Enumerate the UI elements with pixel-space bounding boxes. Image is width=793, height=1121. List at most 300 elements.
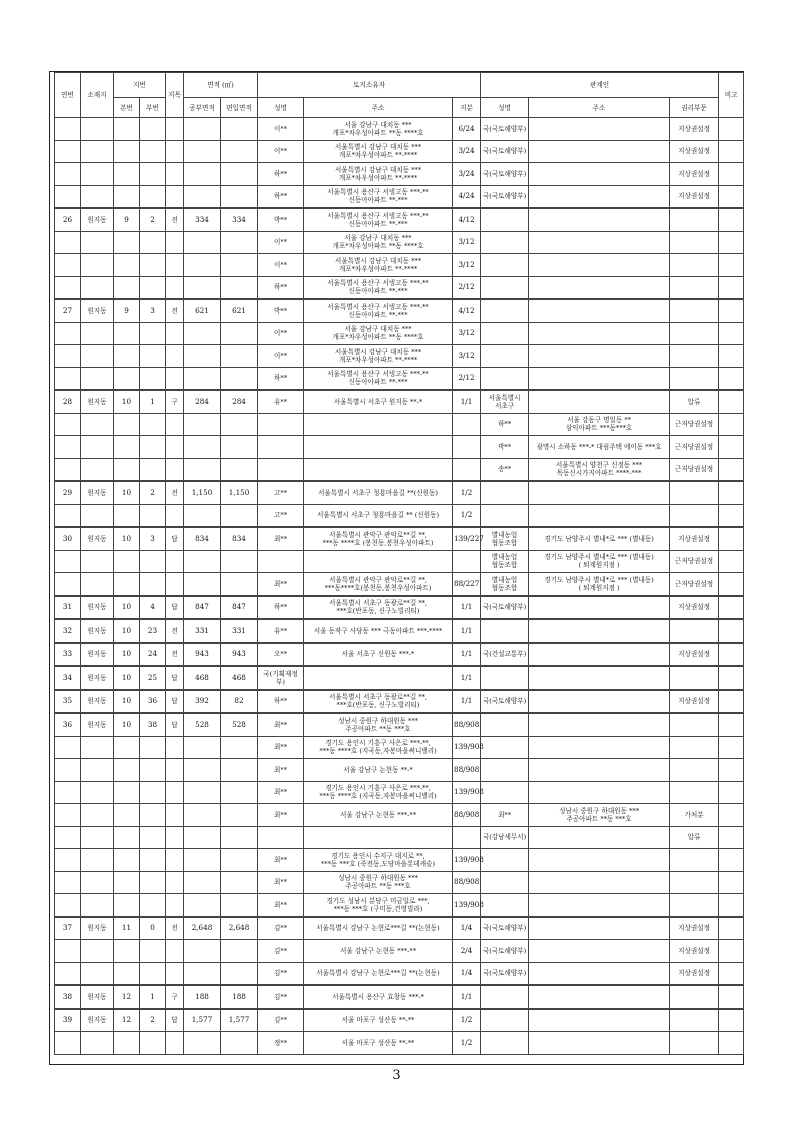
cell-location (81, 573, 114, 596)
cell-lot-sub: 25 (140, 666, 166, 690)
cell-area-public: 2,648 (184, 917, 221, 940)
cell-area-included (221, 140, 258, 163)
cell-no (55, 413, 81, 436)
table-row (55, 436, 744, 459)
table-row (55, 666, 744, 690)
cell-rel-address: 경기도 남양주시 별내*로 *** (별내동) (529, 527, 670, 550)
cell-owner-share: 1/1 (453, 690, 481, 714)
cell-owner-address: 서울특별시 용산구 서빙고동 ***-** 신동아아파트 **-*** (304, 208, 453, 231)
cell-lot-sub (140, 458, 166, 481)
cell-owner-address: 서울 강남구 논현동 ***-** (304, 940, 453, 963)
cell-note (719, 481, 744, 504)
cell-rel-address: 서울특별시 양천구 신정동 *** 목동신시가지아파트 ****-*** (529, 458, 670, 481)
cell-rel-right (670, 666, 719, 690)
cell-area-included (221, 367, 258, 390)
cell-rel-name (481, 504, 529, 527)
cell-note (719, 826, 744, 849)
cell-category (166, 367, 184, 390)
cell-category (166, 940, 184, 963)
cell-note (719, 573, 744, 596)
header-no: 연번 (55, 73, 81, 118)
cell-lot-sub: 2 (140, 481, 166, 504)
cell-owner-name: 김** (258, 962, 304, 985)
cell-location (81, 759, 114, 782)
cell-lot-sub: 38 (140, 713, 166, 736)
header-rel-name: 성명 (481, 98, 529, 118)
table-row (55, 917, 744, 940)
land-owner-table (54, 72, 744, 1055)
cell-lot-main (114, 504, 140, 527)
cell-area-included (221, 163, 258, 186)
cell-owner-name: 유** (258, 390, 304, 413)
cell-lot-sub (140, 254, 166, 277)
cell-owner-name: 김** (258, 985, 304, 1009)
cell-area-included (221, 871, 258, 894)
cell-area-included (221, 573, 258, 596)
cell-rel-address (529, 367, 670, 390)
cell-lot-sub (140, 871, 166, 894)
header-lot-sub: 부번 (140, 98, 166, 118)
cell-category (166, 163, 184, 186)
cell-lot-main (114, 962, 140, 985)
cell-location (81, 894, 114, 917)
cell-area-included: 943 (221, 643, 258, 667)
cell-area-public (184, 276, 221, 299)
cell-location: 원지동 (81, 1009, 114, 1032)
cell-owner-address: 서울특별시 강남구 대치동 *** 개포*차우성아파트 **-**** (304, 254, 453, 277)
cell-rel-right (670, 276, 719, 299)
cell-category (166, 804, 184, 827)
cell-lot-main (114, 367, 140, 390)
cell-lot-main: 11 (114, 917, 140, 940)
document-frame (49, 71, 744, 1065)
cell-area-public (184, 185, 221, 208)
cell-lot-main (114, 118, 140, 141)
cell-owner-address: 서울특별시 서초구 원지동 **-* (304, 390, 453, 413)
cell-owner-share: 1/2 (453, 504, 481, 527)
cell-category: 전 (166, 917, 184, 940)
cell-area-public: 284 (184, 390, 221, 413)
table-body (55, 118, 744, 1055)
cell-category (166, 504, 184, 527)
table-row (55, 596, 744, 620)
cell-owner-name: 유** (258, 619, 304, 643)
cell-owner-name: 하** (258, 367, 304, 390)
cell-location (81, 140, 114, 163)
cell-rel-right: 지상권설정 (670, 690, 719, 714)
cell-area-public (184, 458, 221, 481)
header-owner-share: 지분 (453, 98, 481, 118)
cell-lot-sub (140, 759, 166, 782)
cell-category (166, 231, 184, 254)
cell-rel-right: 가처분 (670, 804, 719, 827)
cell-note (719, 781, 744, 804)
cell-location (81, 781, 114, 804)
cell-owner-share: 139/227 (453, 527, 481, 550)
cell-lot-main (114, 458, 140, 481)
table-row (55, 118, 744, 141)
cell-note (719, 985, 744, 1009)
table-row (55, 504, 744, 527)
cell-area-included (221, 185, 258, 208)
cell-rel-address (529, 962, 670, 985)
cell-lot-main: 10 (114, 690, 140, 714)
cell-area-included (221, 550, 258, 573)
cell-rel-right (670, 208, 719, 231)
cell-area-public: 468 (184, 666, 221, 690)
cell-owner-address (304, 826, 453, 849)
cell-rel-right (670, 231, 719, 254)
cell-area-included: 621 (221, 299, 258, 322)
cell-rel-right: 지상권설정 (670, 962, 719, 985)
cell-note (719, 413, 744, 436)
cell-owner-address: 서울특별시 강남구 논현로***길 **(논현동) (304, 917, 453, 940)
cell-category: 답 (166, 666, 184, 690)
cell-owner-address: 서울특별시 강남구 논현로***길 **(논현동) (304, 962, 453, 985)
cell-category (166, 458, 184, 481)
cell-location: 원지동 (81, 713, 114, 736)
cell-rel-right (670, 781, 719, 804)
cell-lot-main (114, 573, 140, 596)
cell-owner-address: 경기도 성남시 분당구 미금일로 ***, ***동 ***호 (구미동,건영빌라) (304, 894, 453, 917)
cell-location (81, 550, 114, 573)
cell-owner-address (304, 550, 453, 573)
cell-owner-address: 서울특별시 용산구 서빙고동 ***-** 신동아아파트 **-*** (304, 367, 453, 390)
cell-rel-address (529, 713, 670, 736)
cell-note (719, 527, 744, 550)
cell-owner-share: 1/1 (453, 643, 481, 667)
table-row (55, 759, 744, 782)
cell-area-included (221, 1032, 258, 1055)
cell-area-included: 1,150 (221, 481, 258, 504)
cell-rel-name (481, 1032, 529, 1055)
cell-note (719, 849, 744, 872)
cell-category (166, 1032, 184, 1055)
cell-rel-name: 별내농업 협동조합 (481, 527, 529, 550)
cell-owner-share: 3/12 (453, 231, 481, 254)
cell-location (81, 436, 114, 459)
cell-rel-address (529, 118, 670, 141)
cell-lot-main (114, 185, 140, 208)
cell-lot-sub: 2 (140, 208, 166, 231)
cell-rel-right (670, 985, 719, 1009)
cell-owner-share: 88/908 (453, 804, 481, 827)
cell-lot-main (114, 550, 140, 573)
cell-rel-right (670, 736, 719, 759)
cell-area-public (184, 826, 221, 849)
cell-area-public (184, 367, 221, 390)
header-note: 비고 (719, 73, 744, 118)
cell-category (166, 849, 184, 872)
cell-lot-main (114, 231, 140, 254)
cell-lot-sub (140, 550, 166, 573)
cell-owner-address (304, 413, 453, 436)
cell-rel-right: 압류 (670, 826, 719, 849)
cell-note (719, 1009, 744, 1032)
cell-area-public (184, 962, 221, 985)
cell-rel-address (529, 871, 670, 894)
cell-rel-name: 박** (481, 436, 529, 459)
cell-area-included: 1,577 (221, 1009, 258, 1032)
cell-rel-right: 지상권설정 (670, 140, 719, 163)
cell-rel-right (670, 1032, 719, 1055)
cell-rel-name: 송** (481, 458, 529, 481)
table-row (55, 345, 744, 368)
cell-owner-name: 김** (258, 917, 304, 940)
cell-lot-sub: 4 (140, 596, 166, 620)
cell-owner-address: 서울 마포구 성산동 **-** (304, 1009, 453, 1032)
cell-note (719, 666, 744, 690)
cell-lot-main (114, 736, 140, 759)
cell-area-included (221, 436, 258, 459)
page-number: 3 (392, 1068, 401, 1083)
cell-note (719, 322, 744, 345)
cell-rel-right: 지상권설정 (670, 163, 719, 186)
cell-owner-address: 서울특별시 강남구 대치동 *** 개포*차우성아파트 **-**** (304, 163, 453, 186)
cell-owner-address: 성남시 중원구 하대원동 *** 주공아파트 **동 ***호 (304, 713, 453, 736)
cell-lot-sub (140, 163, 166, 186)
cell-rel-name (481, 299, 529, 322)
cell-rel-right: 근저당권설정 (670, 436, 719, 459)
cell-rel-name: 국(국토해양부) (481, 118, 529, 141)
cell-rel-right (670, 759, 719, 782)
cell-note (719, 345, 744, 368)
cell-lot-sub (140, 736, 166, 759)
cell-rel-address (529, 849, 670, 872)
cell-rel-right: 지상권설정 (670, 643, 719, 667)
cell-area-public (184, 573, 221, 596)
cell-no: 33 (55, 643, 81, 667)
cell-location (81, 118, 114, 141)
cell-no (55, 804, 81, 827)
cell-owner-share: 1/2 (453, 1032, 481, 1055)
cell-rel-address (529, 596, 670, 620)
cell-rel-address (529, 759, 670, 782)
cell-area-public (184, 871, 221, 894)
header-area-public: 공부면적 (184, 98, 221, 118)
cell-owner-address: 서울특별시 서초구 청룡마을길 **(신원동) (304, 481, 453, 504)
cell-area-public: 528 (184, 713, 221, 736)
cell-lot-main (114, 276, 140, 299)
cell-owner-address: 서울특별시 서초구 청룡마을길 ** (신원동) (304, 504, 453, 527)
cell-owner-share: 3/12 (453, 322, 481, 345)
cell-area-public (184, 118, 221, 141)
cell-rel-right (670, 322, 719, 345)
table-row (55, 849, 744, 872)
cell-rel-name: 별내농업 협동조합 (481, 573, 529, 596)
cell-category: 답 (166, 527, 184, 550)
cell-owner-address: 서울 강남구 대치동 *** 개포*차우성아파트 **동 ****호 (304, 231, 453, 254)
cell-owner-share: 139/908 (453, 894, 481, 917)
cell-lot-sub (140, 826, 166, 849)
cell-lot-main: 10 (114, 481, 140, 504)
cell-rel-name (481, 871, 529, 894)
cell-note (719, 436, 744, 459)
cell-lot-sub: 3 (140, 299, 166, 322)
cell-lot-main (114, 894, 140, 917)
cell-no (55, 759, 81, 782)
cell-rel-address (529, 917, 670, 940)
cell-note (719, 254, 744, 277)
cell-area-public (184, 759, 221, 782)
cell-category (166, 140, 184, 163)
table-row (55, 185, 744, 208)
cell-area-public (184, 849, 221, 872)
cell-no (55, 736, 81, 759)
cell-area-included (221, 322, 258, 345)
cell-no: 39 (55, 1009, 81, 1032)
table-row (55, 690, 744, 714)
cell-location: 원지동 (81, 985, 114, 1009)
cell-rel-name (481, 736, 529, 759)
cell-rel-name (481, 781, 529, 804)
cell-category: 전 (166, 299, 184, 322)
cell-category: 전 (166, 208, 184, 231)
cell-rel-right (670, 619, 719, 643)
cell-rel-right: 근저당권설정 (670, 413, 719, 436)
cell-no (55, 894, 81, 917)
cell-no (55, 504, 81, 527)
table-row (55, 550, 744, 573)
cell-no (55, 826, 81, 849)
cell-lot-sub (140, 504, 166, 527)
cell-rel-address: 서울 강동구 명일동 ** 삼익아파트 ***동***호 (529, 413, 670, 436)
table-row (55, 527, 744, 550)
cell-area-public: 834 (184, 527, 221, 550)
cell-rel-name (481, 849, 529, 872)
cell-rel-address: 광명시 소하동 ***-* 대림주택 에이동 ***호 (529, 436, 670, 459)
cell-location (81, 185, 114, 208)
cell-owner-name (258, 550, 304, 573)
cell-area-included (221, 345, 258, 368)
cell-area-public (184, 781, 221, 804)
table-row (55, 276, 744, 299)
table-row (55, 1009, 744, 1032)
cell-location (81, 871, 114, 894)
cell-area-included (221, 804, 258, 827)
cell-category (166, 962, 184, 985)
cell-location (81, 231, 114, 254)
cell-owner-share (453, 458, 481, 481)
table-row (55, 299, 744, 322)
cell-area-public: 392 (184, 690, 221, 714)
cell-owner-address: 성남시 중원구 하대원동 *** 주공아파트 **동 ***호 (304, 871, 453, 894)
cell-owner-address: 서울특별시 관악구 관악로**길 **, ***동 ****호 (봉천동,봉천우성아파트) (304, 527, 453, 550)
cell-category (166, 185, 184, 208)
cell-no (55, 436, 81, 459)
cell-owner-share: 3/24 (453, 140, 481, 163)
cell-owner-share: 1/1 (453, 619, 481, 643)
cell-rel-name (481, 619, 529, 643)
cell-location: 원지동 (81, 208, 114, 231)
cell-lot-sub (140, 118, 166, 141)
cell-owner-address: 서울 마포구 성산동 **-** (304, 1032, 453, 1055)
table-row (55, 643, 744, 667)
cell-owner-address: 서울 강남구 대치동 *** 개포*차우성아파트 **동 ****호 (304, 322, 453, 345)
cell-owner-share: 139/908 (453, 736, 481, 759)
table-row (55, 390, 744, 413)
cell-category: 전 (166, 619, 184, 643)
cell-area-public: 621 (184, 299, 221, 322)
table-row (55, 985, 744, 1009)
cell-lot-sub (140, 345, 166, 368)
cell-lot-sub (140, 140, 166, 163)
cell-owner-share: 139/908 (453, 849, 481, 872)
cell-location (81, 458, 114, 481)
cell-area-public: 331 (184, 619, 221, 643)
table-row (55, 254, 744, 277)
cell-rel-name (481, 759, 529, 782)
cell-rel-address: 경기도 남양주시 별내*로 *** (별내동) ( 퇴계원지점 ) (529, 550, 670, 573)
table-row (55, 140, 744, 163)
cell-rel-address (529, 208, 670, 231)
cell-rel-right: 지상권설정 (670, 596, 719, 620)
table-row (55, 736, 744, 759)
cell-area-public (184, 436, 221, 459)
cell-owner-share: 1/4 (453, 962, 481, 985)
cell-location (81, 849, 114, 872)
cell-rel-name: 국(국토해양부) (481, 940, 529, 963)
cell-area-included (221, 231, 258, 254)
cell-owner-address: 서울특별시 용산구 서빙고동 ***-** 신동아아파트 **-*** (304, 276, 453, 299)
cell-area-included (221, 894, 258, 917)
cell-lot-main (114, 826, 140, 849)
cell-rel-name (481, 367, 529, 390)
cell-rel-name: 국(국토해양부) (481, 917, 529, 940)
table-row (55, 231, 744, 254)
table-row (55, 573, 744, 596)
table-row (55, 163, 744, 186)
cell-note (719, 367, 744, 390)
cell-lot-sub: 23 (140, 619, 166, 643)
cell-lot-sub: 0 (140, 917, 166, 940)
cell-rel-address (529, 619, 670, 643)
cell-rel-right: 지상권설정 (670, 527, 719, 550)
cell-owner-address: 서울 서초구 신원동 ***-* (304, 643, 453, 667)
cell-category (166, 736, 184, 759)
cell-owner-name: 김** (258, 940, 304, 963)
header-rel-group: 관계인 (481, 73, 719, 98)
cell-rel-name (481, 231, 529, 254)
cell-area-included (221, 826, 258, 849)
cell-owner-share (453, 436, 481, 459)
cell-area-public: 1,150 (184, 481, 221, 504)
cell-location: 원지동 (81, 481, 114, 504)
cell-owner-name: 하** (258, 185, 304, 208)
cell-owner-name: 정** (258, 1032, 304, 1055)
cell-owner-share: 88/908 (453, 871, 481, 894)
cell-owner-address: 서울특별시 용산구 서빙고동 ***-** 신동아아파트 **-*** (304, 185, 453, 208)
cell-area-included: 331 (221, 619, 258, 643)
table-row (55, 413, 744, 436)
cell-no: 32 (55, 619, 81, 643)
cell-area-public (184, 1032, 221, 1055)
cell-owner-name: 하** (258, 276, 304, 299)
cell-owner-share (453, 413, 481, 436)
cell-rel-address (529, 254, 670, 277)
cell-owner-name: 국(기획재정부) (258, 666, 304, 690)
cell-lot-main: 10 (114, 713, 140, 736)
cell-lot-sub (140, 962, 166, 985)
cell-note (719, 690, 744, 714)
cell-rel-name (481, 208, 529, 231)
header-owner-group: 토지소유자 (258, 73, 481, 98)
cell-lot-sub: 3 (140, 527, 166, 550)
cell-area-public (184, 163, 221, 186)
cell-owner-share: 4/12 (453, 299, 481, 322)
cell-note (719, 504, 744, 527)
cell-rel-right: 지상권설정 (670, 185, 719, 208)
